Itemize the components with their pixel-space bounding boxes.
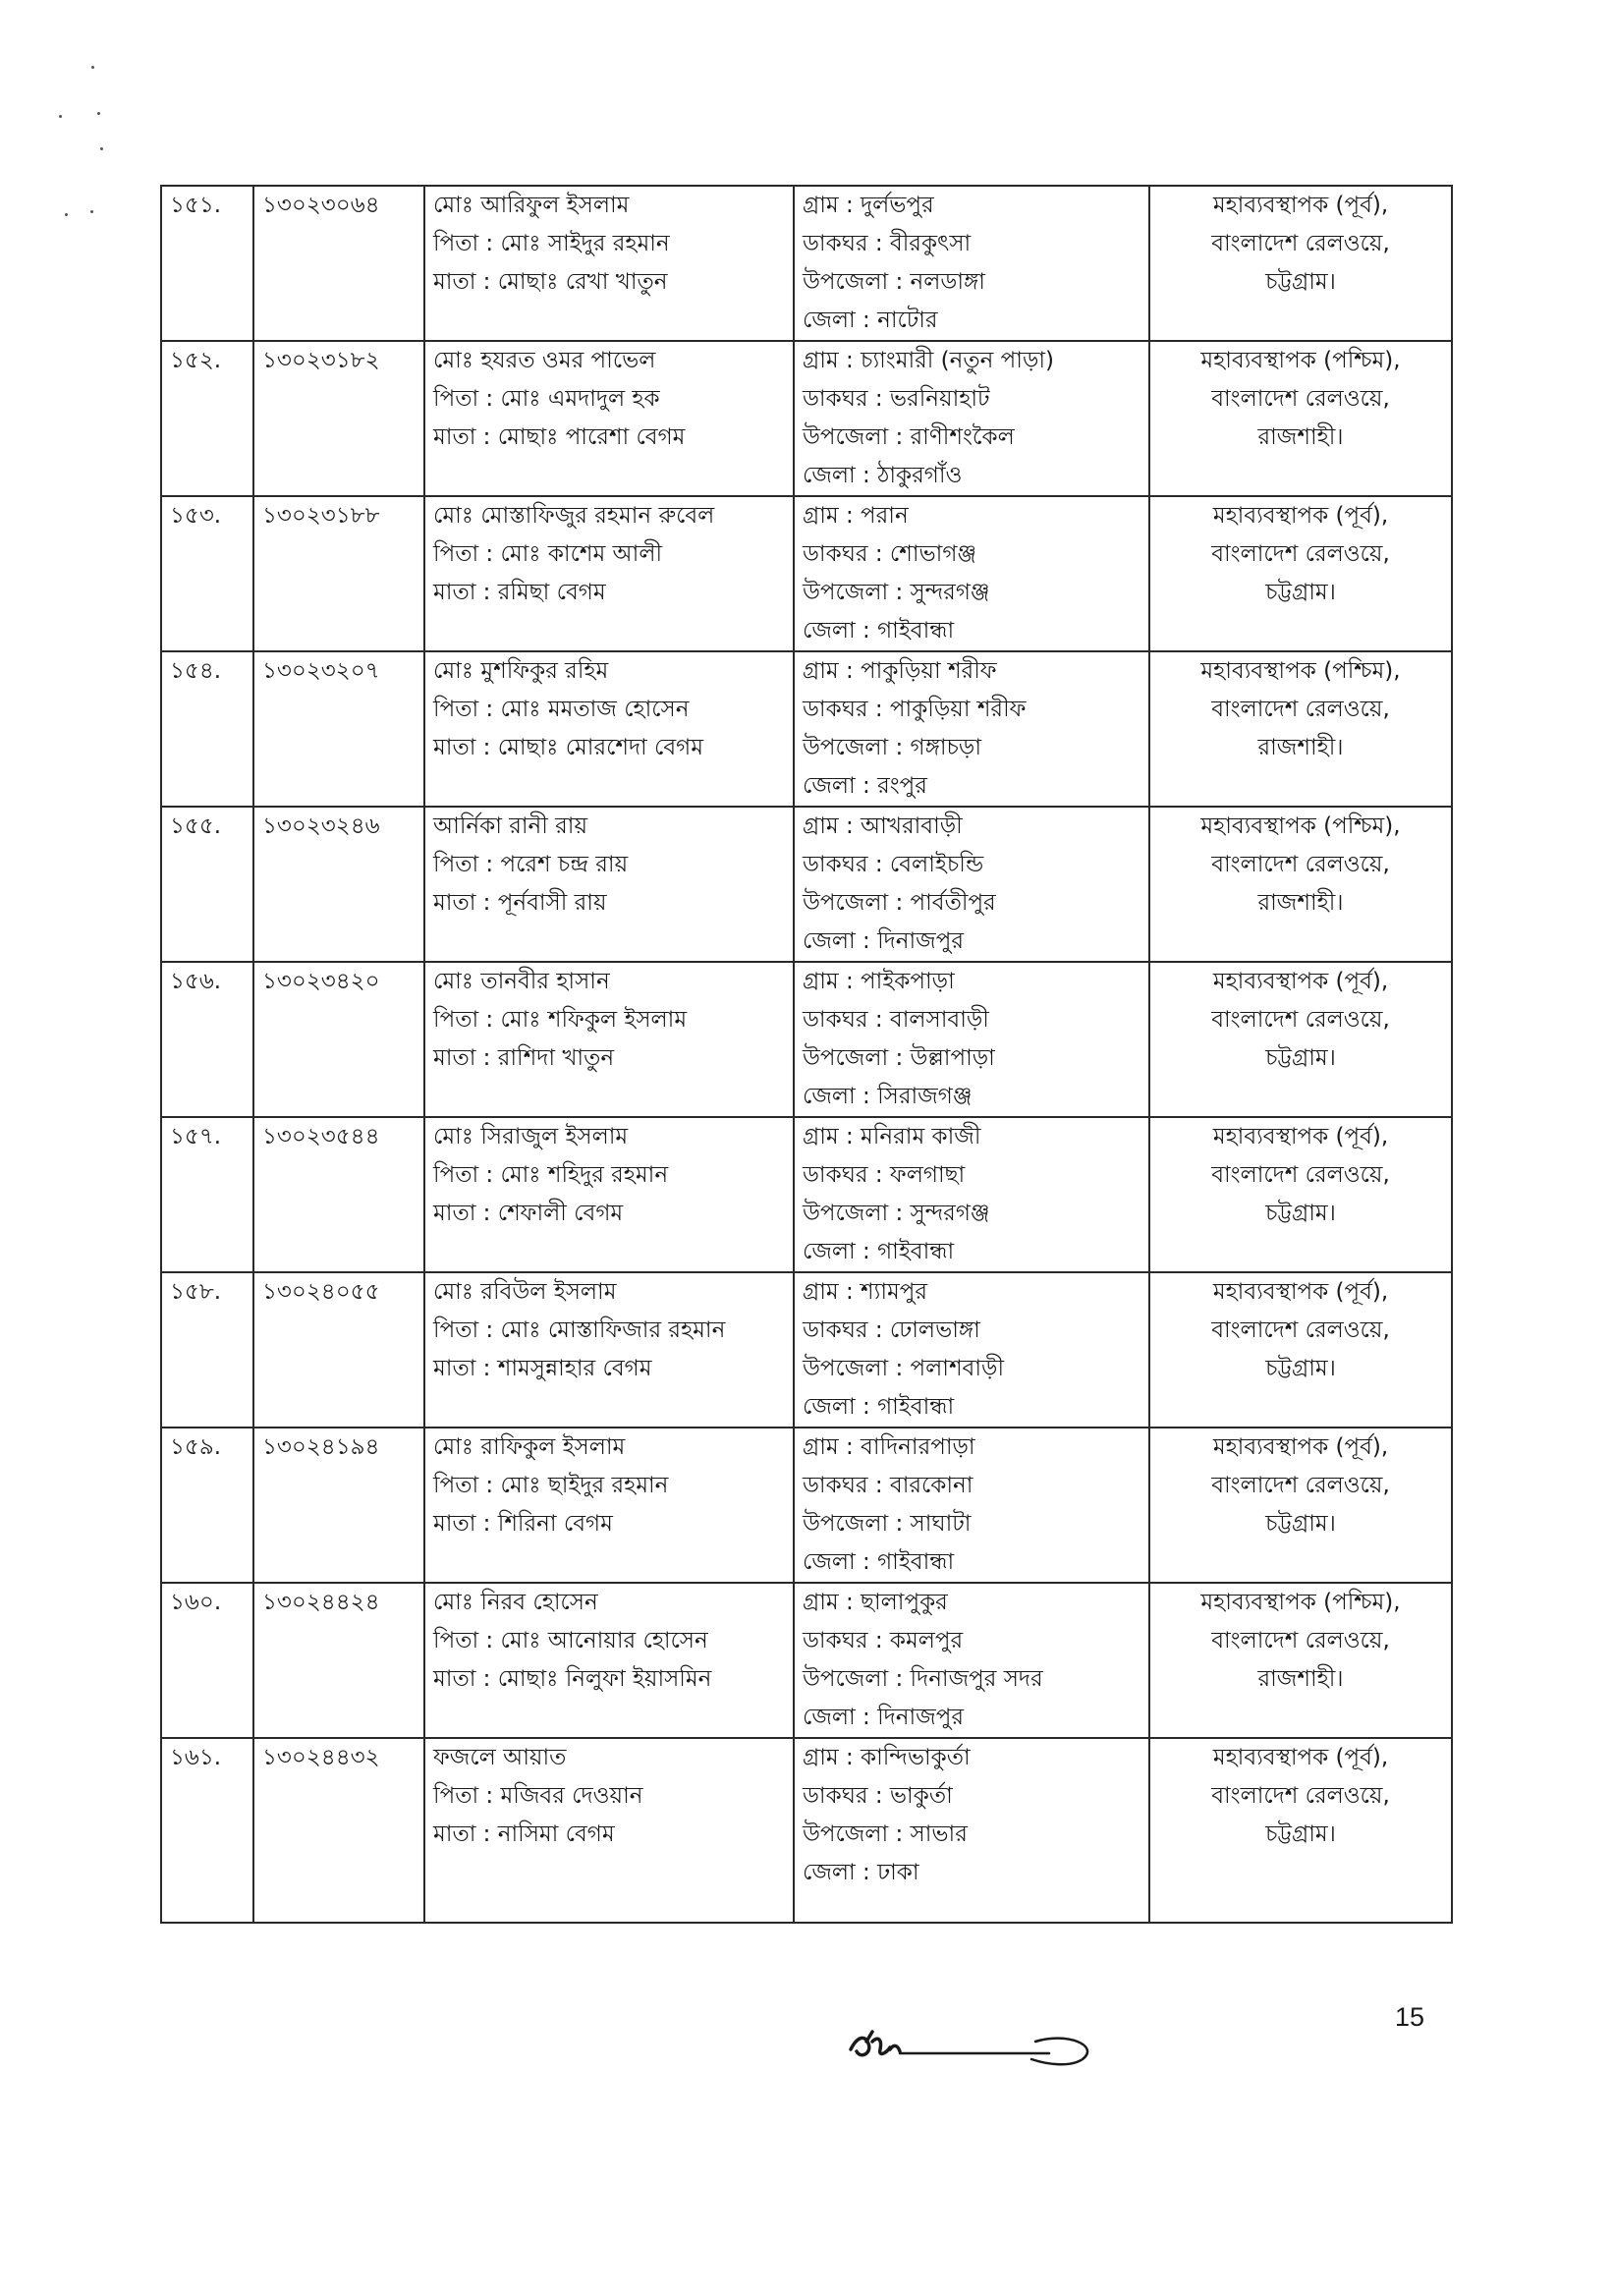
roll-number: ১৩০২৪১৯৪ bbox=[262, 1434, 380, 1460]
posting-line: মহাব্যবস্থাপক (পূর্ব), bbox=[1212, 1434, 1389, 1460]
serial-number: ১৬০. bbox=[170, 1590, 222, 1615]
candidate-name: মোঃ হযরত ওমর পাভেল bbox=[433, 348, 656, 373]
mother-name: মাতা : মোছাঃ নিলুফা ইয়াসমিন bbox=[433, 1666, 712, 1692]
address-district: জেলা : রংপুর bbox=[803, 773, 927, 799]
roll-number-cell bbox=[253, 1272, 424, 1428]
serial-number-cell bbox=[161, 341, 253, 496]
serial-number-cell bbox=[161, 962, 253, 1117]
table-row bbox=[161, 1738, 1452, 1923]
address-post-office: ডাকঘর : বীরকুৎসা bbox=[803, 231, 972, 256]
serial-number-cell bbox=[161, 1738, 253, 1923]
address-district: জেলা : দিনাজপুর bbox=[803, 928, 964, 954]
address-upazila: উপজেলা : পলাশবাড়ী bbox=[803, 1356, 1005, 1381]
roll-number: ১৩০২৩০৬৪ bbox=[262, 193, 380, 218]
posting-cell bbox=[1149, 651, 1452, 807]
mother-name: মাতা : পূর্নবাসী রায় bbox=[433, 890, 607, 916]
posting-cell bbox=[1149, 1583, 1452, 1738]
serial-number: ১৫৩. bbox=[170, 503, 222, 529]
roll-number: ১৩০২৪৪৩২ bbox=[262, 1745, 380, 1770]
candidate-info-cell bbox=[424, 651, 794, 807]
table-row bbox=[161, 1117, 1452, 1272]
serial-number: ১৫৪. bbox=[170, 658, 222, 684]
serial-number-cell bbox=[161, 1272, 253, 1428]
address-upazila: উপজেলা : রাণীশংকৈল bbox=[803, 424, 1015, 450]
candidate-info-cell bbox=[424, 1428, 794, 1583]
address-village: গ্রাম : পাকুড়িয়া শরীফ bbox=[803, 658, 997, 684]
roll-number-cell bbox=[253, 651, 424, 807]
address-village: গ্রাম : পাইকপাড়া bbox=[803, 969, 955, 994]
candidate-info-cell bbox=[424, 496, 794, 651]
serial-number: ১৫৯. bbox=[170, 1434, 222, 1460]
address-upazila: উপজেলা : গঙ্গাচড়া bbox=[803, 735, 982, 760]
posting-line: মহাব্যবস্থাপক (পশ্চিম), bbox=[1200, 348, 1401, 373]
roll-number: ১৩০২৩২৪৬ bbox=[262, 813, 380, 839]
roll-number-cell bbox=[253, 1428, 424, 1583]
address-post-office: ডাকঘর : ভাকুর্তা bbox=[803, 1783, 953, 1809]
table-row bbox=[161, 962, 1452, 1117]
posting-line: চট্টগ্রাম। bbox=[1265, 269, 1336, 295]
posting-line: চট্টগ্রাম। bbox=[1265, 1821, 1336, 1847]
address-post-office: ডাকঘর : শোভাগঞ্জ bbox=[803, 541, 977, 567]
candidate-name: ফজলে আয়াত bbox=[433, 1745, 567, 1770]
address-village: গ্রাম : আখরাবাড়ী bbox=[803, 813, 963, 839]
posting-line: বাংলাদেশ রেলওয়ে, bbox=[1211, 231, 1390, 256]
address-cell bbox=[794, 807, 1149, 962]
serial-number-cell bbox=[161, 1583, 253, 1738]
serial-number: ১৫৮. bbox=[170, 1279, 222, 1305]
address-cell bbox=[794, 651, 1149, 807]
roll-number-cell bbox=[253, 496, 424, 651]
posting-line: মহাব্যবস্থাপক (পূর্ব), bbox=[1212, 1124, 1389, 1149]
table-row bbox=[161, 341, 1452, 496]
table-row bbox=[161, 1272, 1452, 1428]
posting-cell bbox=[1149, 341, 1452, 496]
address-upazila: উপজেলা : নলডাঙ্গা bbox=[803, 269, 985, 295]
address-district: জেলা : গাইবান্ধা bbox=[803, 618, 955, 644]
posting-line: রাজশাহী। bbox=[1257, 424, 1344, 450]
candidate-name: মোঃ সিরাজুল ইসলাম bbox=[433, 1124, 629, 1149]
roll-number-cell bbox=[253, 1738, 424, 1923]
roll-number-cell bbox=[253, 186, 424, 341]
roll-number: ১৩০২৩৪২০ bbox=[262, 969, 380, 994]
serial-number-cell bbox=[161, 186, 253, 341]
address-upazila: উপজেলা : দিনাজপুর সদর bbox=[803, 1666, 1043, 1692]
address-post-office: ডাকঘর : ফলগাছা bbox=[803, 1162, 966, 1188]
address-upazila: উপজেলা : সাভার bbox=[803, 1821, 968, 1847]
address-post-office: ডাকঘর : বালসাবাড়ী bbox=[803, 1007, 989, 1033]
address-cell bbox=[794, 962, 1149, 1117]
roll-number: ১৩০২৩১৮২ bbox=[262, 348, 380, 373]
posting-line: চট্টগ্রাম। bbox=[1265, 1201, 1336, 1226]
address-cell bbox=[794, 186, 1149, 341]
candidate-name: মোঃ রবিউল ইসলাম bbox=[433, 1279, 617, 1305]
address-district: জেলা : সিরাজগঞ্জ bbox=[803, 1084, 973, 1109]
mother-name: মাতা : রমিছা বেগম bbox=[433, 580, 606, 605]
posting-cell bbox=[1149, 962, 1452, 1117]
mother-name: মাতা : মোছাঃ মোরশেদা বেগম bbox=[433, 735, 704, 760]
scan-speck bbox=[90, 210, 93, 213]
candidate-info-cell bbox=[424, 962, 794, 1117]
address-post-office: ডাকঘর : পাকুড়িয়া শরীফ bbox=[803, 697, 1027, 722]
posting-line: মহাব্যবস্থাপক (পশ্চিম), bbox=[1200, 1590, 1401, 1615]
serial-number-cell bbox=[161, 496, 253, 651]
roll-number: ১৩০২৩৫৪৪ bbox=[262, 1124, 380, 1149]
serial-number: ১৫৬. bbox=[170, 969, 222, 994]
roll-number: ১৩০২৪৪২৪ bbox=[262, 1590, 380, 1615]
table-row bbox=[161, 496, 1452, 651]
address-cell bbox=[794, 1117, 1149, 1272]
roll-number: ১৩০২৩২০৭ bbox=[262, 658, 380, 684]
posting-line: রাজশাহী। bbox=[1257, 1666, 1344, 1692]
father-name: পিতা : মোঃ মমতাজ হোসেন bbox=[433, 697, 690, 722]
posting-cell bbox=[1149, 1117, 1452, 1272]
address-village: গ্রাম : শ্যামপুর bbox=[803, 1279, 928, 1305]
scan-speck bbox=[59, 115, 62, 118]
posting-line: বাংলাদেশ রেলওয়ে, bbox=[1211, 1007, 1390, 1033]
posting-line: মহাব্যবস্থাপক (পূর্ব), bbox=[1212, 1745, 1389, 1770]
scan-speck bbox=[100, 147, 103, 150]
address-district: জেলা : ঢাকা bbox=[803, 1860, 919, 1885]
serial-number: ১৬১. bbox=[170, 1745, 222, 1770]
candidate-name: মোঃ রাফিকুল ইসলাম bbox=[433, 1434, 626, 1460]
posting-line: মহাব্যবস্থাপক (পূর্ব), bbox=[1212, 193, 1389, 218]
address-district: জেলা : ঠাকুরগাঁও bbox=[803, 463, 963, 488]
address-cell bbox=[794, 1272, 1149, 1428]
posting-cell bbox=[1149, 1738, 1452, 1923]
table-row bbox=[161, 651, 1452, 807]
mother-name: মাতা : মোছাঃ রেখা খাতুন bbox=[433, 269, 668, 295]
posting-line: বাংলাদেশ রেলওয়ে, bbox=[1211, 1317, 1390, 1343]
father-name: পিতা : মোঃ এমদাদুল হক bbox=[433, 386, 660, 412]
address-village: গ্রাম : পরান bbox=[803, 503, 909, 529]
posting-cell bbox=[1149, 1428, 1452, 1583]
roll-number-cell bbox=[253, 341, 424, 496]
candidate-table bbox=[160, 185, 1453, 1924]
address-village: গ্রাম : মনিরাম কাজী bbox=[803, 1124, 981, 1149]
roll-number-cell bbox=[253, 1117, 424, 1272]
roll-number-cell bbox=[253, 807, 424, 962]
father-name: পিতা : মোঃ মোস্তাফিজার রহমান bbox=[433, 1317, 726, 1343]
posting-cell bbox=[1149, 496, 1452, 651]
posting-line: চট্টগ্রাম। bbox=[1265, 1356, 1336, 1381]
serial-number: ১৫৭. bbox=[170, 1124, 222, 1149]
serial-number-cell bbox=[161, 1117, 253, 1272]
address-district: জেলা : নাটোর bbox=[803, 308, 938, 333]
father-name: পিতা : মোঃ ছাইদুর রহমান bbox=[433, 1473, 669, 1498]
address-upazila: উপজেলা : পার্বতীপুর bbox=[803, 890, 996, 916]
roll-number: ১৩০২৪০৫৫ bbox=[262, 1279, 380, 1305]
posting-line: চট্টগ্রাম। bbox=[1265, 1045, 1336, 1071]
posting-line: বাংলাদেশ রেলওয়ে, bbox=[1211, 1783, 1390, 1809]
address-district: জেলা : গাইবান্ধা bbox=[803, 1549, 955, 1575]
candidate-info-cell bbox=[424, 341, 794, 496]
candidate-info-cell bbox=[424, 1272, 794, 1428]
address-post-office: ডাকঘর : বেলাইচন্ডি bbox=[803, 852, 984, 877]
candidate-table-body bbox=[161, 186, 1452, 1923]
posting-line: বাংলাদেশ রেলওয়ে, bbox=[1211, 852, 1390, 877]
scan-speck bbox=[65, 213, 68, 216]
roll-number-cell bbox=[253, 962, 424, 1117]
father-name: পিতা : মোঃ কাশেম আলী bbox=[433, 541, 663, 567]
mother-name: মাতা : শিরিনা বেগম bbox=[433, 1511, 613, 1537]
candidate-name: মোঃ মোস্তাফিজুর রহমান রুবেল bbox=[433, 503, 715, 529]
mother-name: মাতা : রাশিদা খাতুন bbox=[433, 1045, 615, 1071]
father-name: পিতা : মোঃ আনোয়ার হোসেন bbox=[433, 1628, 708, 1653]
address-cell bbox=[794, 496, 1149, 651]
candidate-name: মোঃ মুশফিকুর রহিম bbox=[433, 658, 609, 684]
serial-number: ১৫২. bbox=[170, 348, 222, 373]
roll-number: ১৩০২৩১৮৮ bbox=[262, 503, 380, 529]
candidate-info-cell bbox=[424, 186, 794, 341]
address-district: জেলা : দিনাজপুর bbox=[803, 1705, 964, 1730]
address-village: গ্রাম : দুর্লভপুর bbox=[803, 193, 934, 218]
posting-line: মহাব্যবস্থাপক (পশ্চিম), bbox=[1200, 813, 1401, 839]
address-village: গ্রাম : বাদিনারপাড়া bbox=[803, 1434, 975, 1460]
scan-speck bbox=[91, 66, 94, 69]
posting-line: বাংলাদেশ রেলওয়ে, bbox=[1211, 1628, 1390, 1653]
address-upazila: উপজেলা : সুন্দরগঞ্জ bbox=[803, 580, 990, 605]
candidate-info-cell bbox=[424, 1738, 794, 1923]
address-post-office: ডাকঘর : কমলপুর bbox=[803, 1628, 964, 1653]
posting-line: বাংলাদেশ রেলওয়ে, bbox=[1211, 386, 1390, 412]
address-cell bbox=[794, 1428, 1149, 1583]
father-name: পিতা : মজিবর দেওয়ান bbox=[433, 1783, 643, 1809]
candidate-info-cell bbox=[424, 807, 794, 962]
candidate-info-cell bbox=[424, 1583, 794, 1738]
roll-number-cell bbox=[253, 1583, 424, 1738]
mother-name: মাতা : শামসুন্নাহার বেগম bbox=[433, 1356, 652, 1381]
posting-line: মহাব্যবস্থাপক (পূর্ব), bbox=[1212, 503, 1389, 529]
address-upazila: উপজেলা : সাঘাটা bbox=[803, 1511, 972, 1537]
posting-cell bbox=[1149, 807, 1452, 962]
scan-speck bbox=[97, 112, 100, 115]
father-name: পিতা : মোঃ শহিদুর রহমান bbox=[433, 1162, 669, 1188]
posting-line: রাজশাহী। bbox=[1257, 735, 1344, 760]
page-number: 15 bbox=[1395, 2002, 1425, 2032]
address-village: গ্রাম : ছালাপুকুর bbox=[803, 1590, 948, 1615]
father-name: পিতা : মোঃ শফিকুল ইসলাম bbox=[433, 1007, 688, 1033]
posting-line: রাজশাহী। bbox=[1257, 890, 1344, 916]
father-name: পিতা : মোঃ সাইদুর রহমান bbox=[433, 231, 670, 256]
address-district: জেলা : গাইবান্ধা bbox=[803, 1394, 955, 1420]
mother-name: মাতা : শেফালী বেগম bbox=[433, 1201, 624, 1226]
posting-line: বাংলাদেশ রেলওয়ে, bbox=[1211, 1473, 1390, 1498]
posting-line: মহাব্যবস্থাপক (পূর্ব), bbox=[1212, 969, 1389, 994]
serial-number: ১৫১. bbox=[170, 193, 222, 218]
candidate-name: আর্নিকা রানী রায় bbox=[433, 813, 588, 839]
posting-line: বাংলাদেশ রেলওয়ে, bbox=[1211, 1162, 1390, 1188]
address-upazila: উপজেলা : উল্লাপাড়া bbox=[803, 1045, 995, 1071]
address-village: গ্রাম : কান্দিভাকুর্তা bbox=[803, 1745, 971, 1770]
posting-line: চট্টগ্রাম। bbox=[1265, 1511, 1336, 1537]
address-post-office: ডাকঘর : ঢোলভাঙ্গা bbox=[803, 1317, 980, 1343]
table-row bbox=[161, 186, 1452, 341]
table-row bbox=[161, 807, 1452, 962]
mother-name: মাতা : মোছাঃ পারেশা বেগম bbox=[433, 424, 686, 450]
posting-cell bbox=[1149, 1272, 1452, 1428]
father-name: পিতা : পরেশ চন্দ্র রায় bbox=[433, 852, 629, 877]
serial-number: ১৫৫. bbox=[170, 813, 222, 839]
posting-line: বাংলাদেশ রেলওয়ে, bbox=[1211, 541, 1390, 567]
mother-name: মাতা : নাসিমা বেগম bbox=[433, 1821, 615, 1847]
address-post-office: ডাকঘর : ভরনিয়াহাট bbox=[803, 386, 990, 412]
posting-line: মহাব্যবস্থাপক (পূর্ব), bbox=[1212, 1279, 1389, 1305]
address-village: গ্রাম : চ্যাংমারী (নতুন পাড়া) bbox=[803, 348, 1055, 373]
serial-number-cell bbox=[161, 807, 253, 962]
serial-number-cell bbox=[161, 651, 253, 807]
signature-icon bbox=[843, 2020, 1098, 2079]
address-cell bbox=[794, 1738, 1149, 1923]
table-row bbox=[161, 1428, 1452, 1583]
candidate-name: মোঃ নিরব হোসেন bbox=[433, 1590, 598, 1615]
posting-line: মহাব্যবস্থাপক (পশ্চিম), bbox=[1200, 658, 1401, 684]
address-cell bbox=[794, 1583, 1149, 1738]
candidate-name: মোঃ তানবীর হাসান bbox=[433, 969, 610, 994]
candidate-name: মোঃ আরিফুল ইসলাম bbox=[433, 193, 630, 218]
candidate-info-cell bbox=[424, 1117, 794, 1272]
posting-line: বাংলাদেশ রেলওয়ে, bbox=[1211, 697, 1390, 722]
table-row bbox=[161, 1583, 1452, 1738]
posting-cell bbox=[1149, 186, 1452, 341]
address-upazila: উপজেলা : সুন্দরগঞ্জ bbox=[803, 1201, 990, 1226]
posting-line: চট্টগ্রাম। bbox=[1265, 580, 1336, 605]
address-cell bbox=[794, 341, 1149, 496]
serial-number-cell bbox=[161, 1428, 253, 1583]
address-district: জেলা : গাইবান্ধা bbox=[803, 1239, 955, 1264]
address-post-office: ডাকঘর : বারকোনা bbox=[803, 1473, 973, 1498]
